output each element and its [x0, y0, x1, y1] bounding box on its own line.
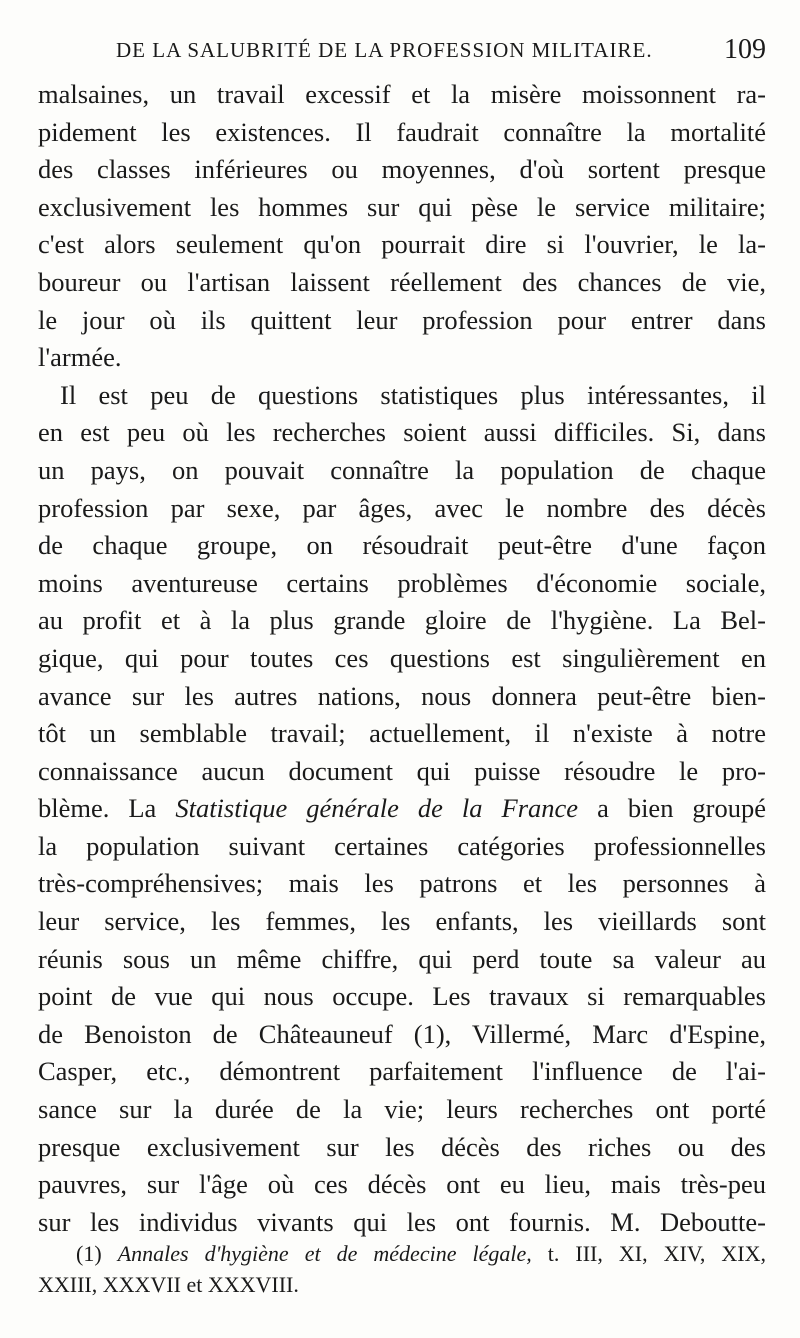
- text-line: la population suivant certaines catégories professionnelles: [38, 830, 766, 861]
- text-line: moins aventureuse certains problèmes d'économie sociale,: [38, 567, 766, 598]
- text-line: tôt un semblable travail; actuellement, il n'existe à notre: [38, 718, 766, 749]
- text-line: avance sur les autres nations, nous donnera peut-être bien-: [38, 680, 766, 711]
- text-line: gique, qui pour toutes ces questions est singulièrement en: [38, 642, 766, 673]
- footnote-line: XXIII, XXXVII et XXXVIII.: [38, 1272, 299, 1297]
- text-line: réunis sous un même chiffre, qui perd toute sa valeur au: [38, 943, 766, 974]
- text-line: exclusivement les hommes sur qui pèse le service militaire;: [38, 191, 766, 222]
- text-line: en est peu où les recherches soient aussi difficiles. Si, dans: [38, 417, 766, 448]
- footnote-italic: Annales d'hygiène et de médecine légale,: [117, 1241, 532, 1266]
- footnote-reference: t. III, XI, XIV, XIX,: [547, 1241, 767, 1266]
- footnote-line: [38, 1238, 766, 1269]
- text-line: pauvres, sur l'âge où ces décès ont eu lieu, mais très-peu: [38, 1169, 766, 1200]
- text-line: très-compréhensives; mais les patrons et les personnes à: [38, 868, 766, 899]
- text-line: un pays, on pouvait connaître la population de chaque: [38, 454, 766, 485]
- text-segment: a bien groupé: [597, 793, 767, 824]
- text-line: au profit et à la plus grande gloire de l'hygiène. La Bel-: [38, 605, 766, 636]
- text-line: sance sur la durée de la vie; leurs recherches ont porté: [38, 1094, 766, 1125]
- italic-title: Statistique générale de la France: [175, 793, 579, 824]
- text-line: Casper, etc., démontrent parfaitement l'influence de l'ai-: [38, 1056, 766, 1087]
- text-line: de chaque groupe, on résoudrait peut-être d'une façon: [38, 530, 766, 561]
- text-line: profession par sexe, par âges, avec le nombre des décès: [38, 492, 766, 523]
- text-line: leur service, les femmes, les enfants, les vieillards sont: [38, 906, 766, 937]
- footnote-marker: (1): [76, 1241, 102, 1266]
- text-line: connaissance aucun document qui puisse résoudre le pro-: [38, 755, 766, 786]
- text-line: presque exclusivement sur les décès des riches ou des: [38, 1131, 766, 1162]
- text-line: le jour où ils quittent leur profession pour entrer dans: [38, 304, 766, 335]
- body-text: [38, 76, 766, 1241]
- text-line: malsaines, un travail excessif et la misère moissonnent ra-: [38, 79, 766, 109]
- text-line-with-italic: [38, 790, 766, 828]
- footnote: [38, 1238, 766, 1300]
- text-line: des classes inférieures ou moyennes, d'où sortent presque: [38, 154, 766, 185]
- text-line: l'armée.: [38, 342, 122, 373]
- text-line: pidement les existences. Il faudrait connaître la mortalité: [38, 116, 766, 147]
- page-header: [38, 34, 766, 74]
- text-line: de Benoiston de Châteauneuf (1), Villermé, Marc d'Espine,: [38, 1018, 766, 1049]
- page-number: 109: [724, 34, 766, 65]
- text-line: point de vue qui nous occupe. Les travaux si remarquables: [38, 981, 766, 1012]
- text-segment: blème. La: [38, 793, 157, 824]
- running-title: DE LA SALUBRITÉ DE LA PROFESSION MILITAIRE.: [116, 38, 653, 62]
- text-line: sur les individus vivants qui les ont fournis. M. Deboutte-: [38, 1206, 766, 1237]
- text-line: c'est alors seulement qu'on pourrait dire si l'ouvrier, le la-: [38, 229, 766, 260]
- text-line: Il est peu de questions statistiques plus intéressantes, il: [60, 379, 766, 410]
- text-line: boureur ou l'artisan laissent réellement des chances de vie,: [38, 266, 766, 297]
